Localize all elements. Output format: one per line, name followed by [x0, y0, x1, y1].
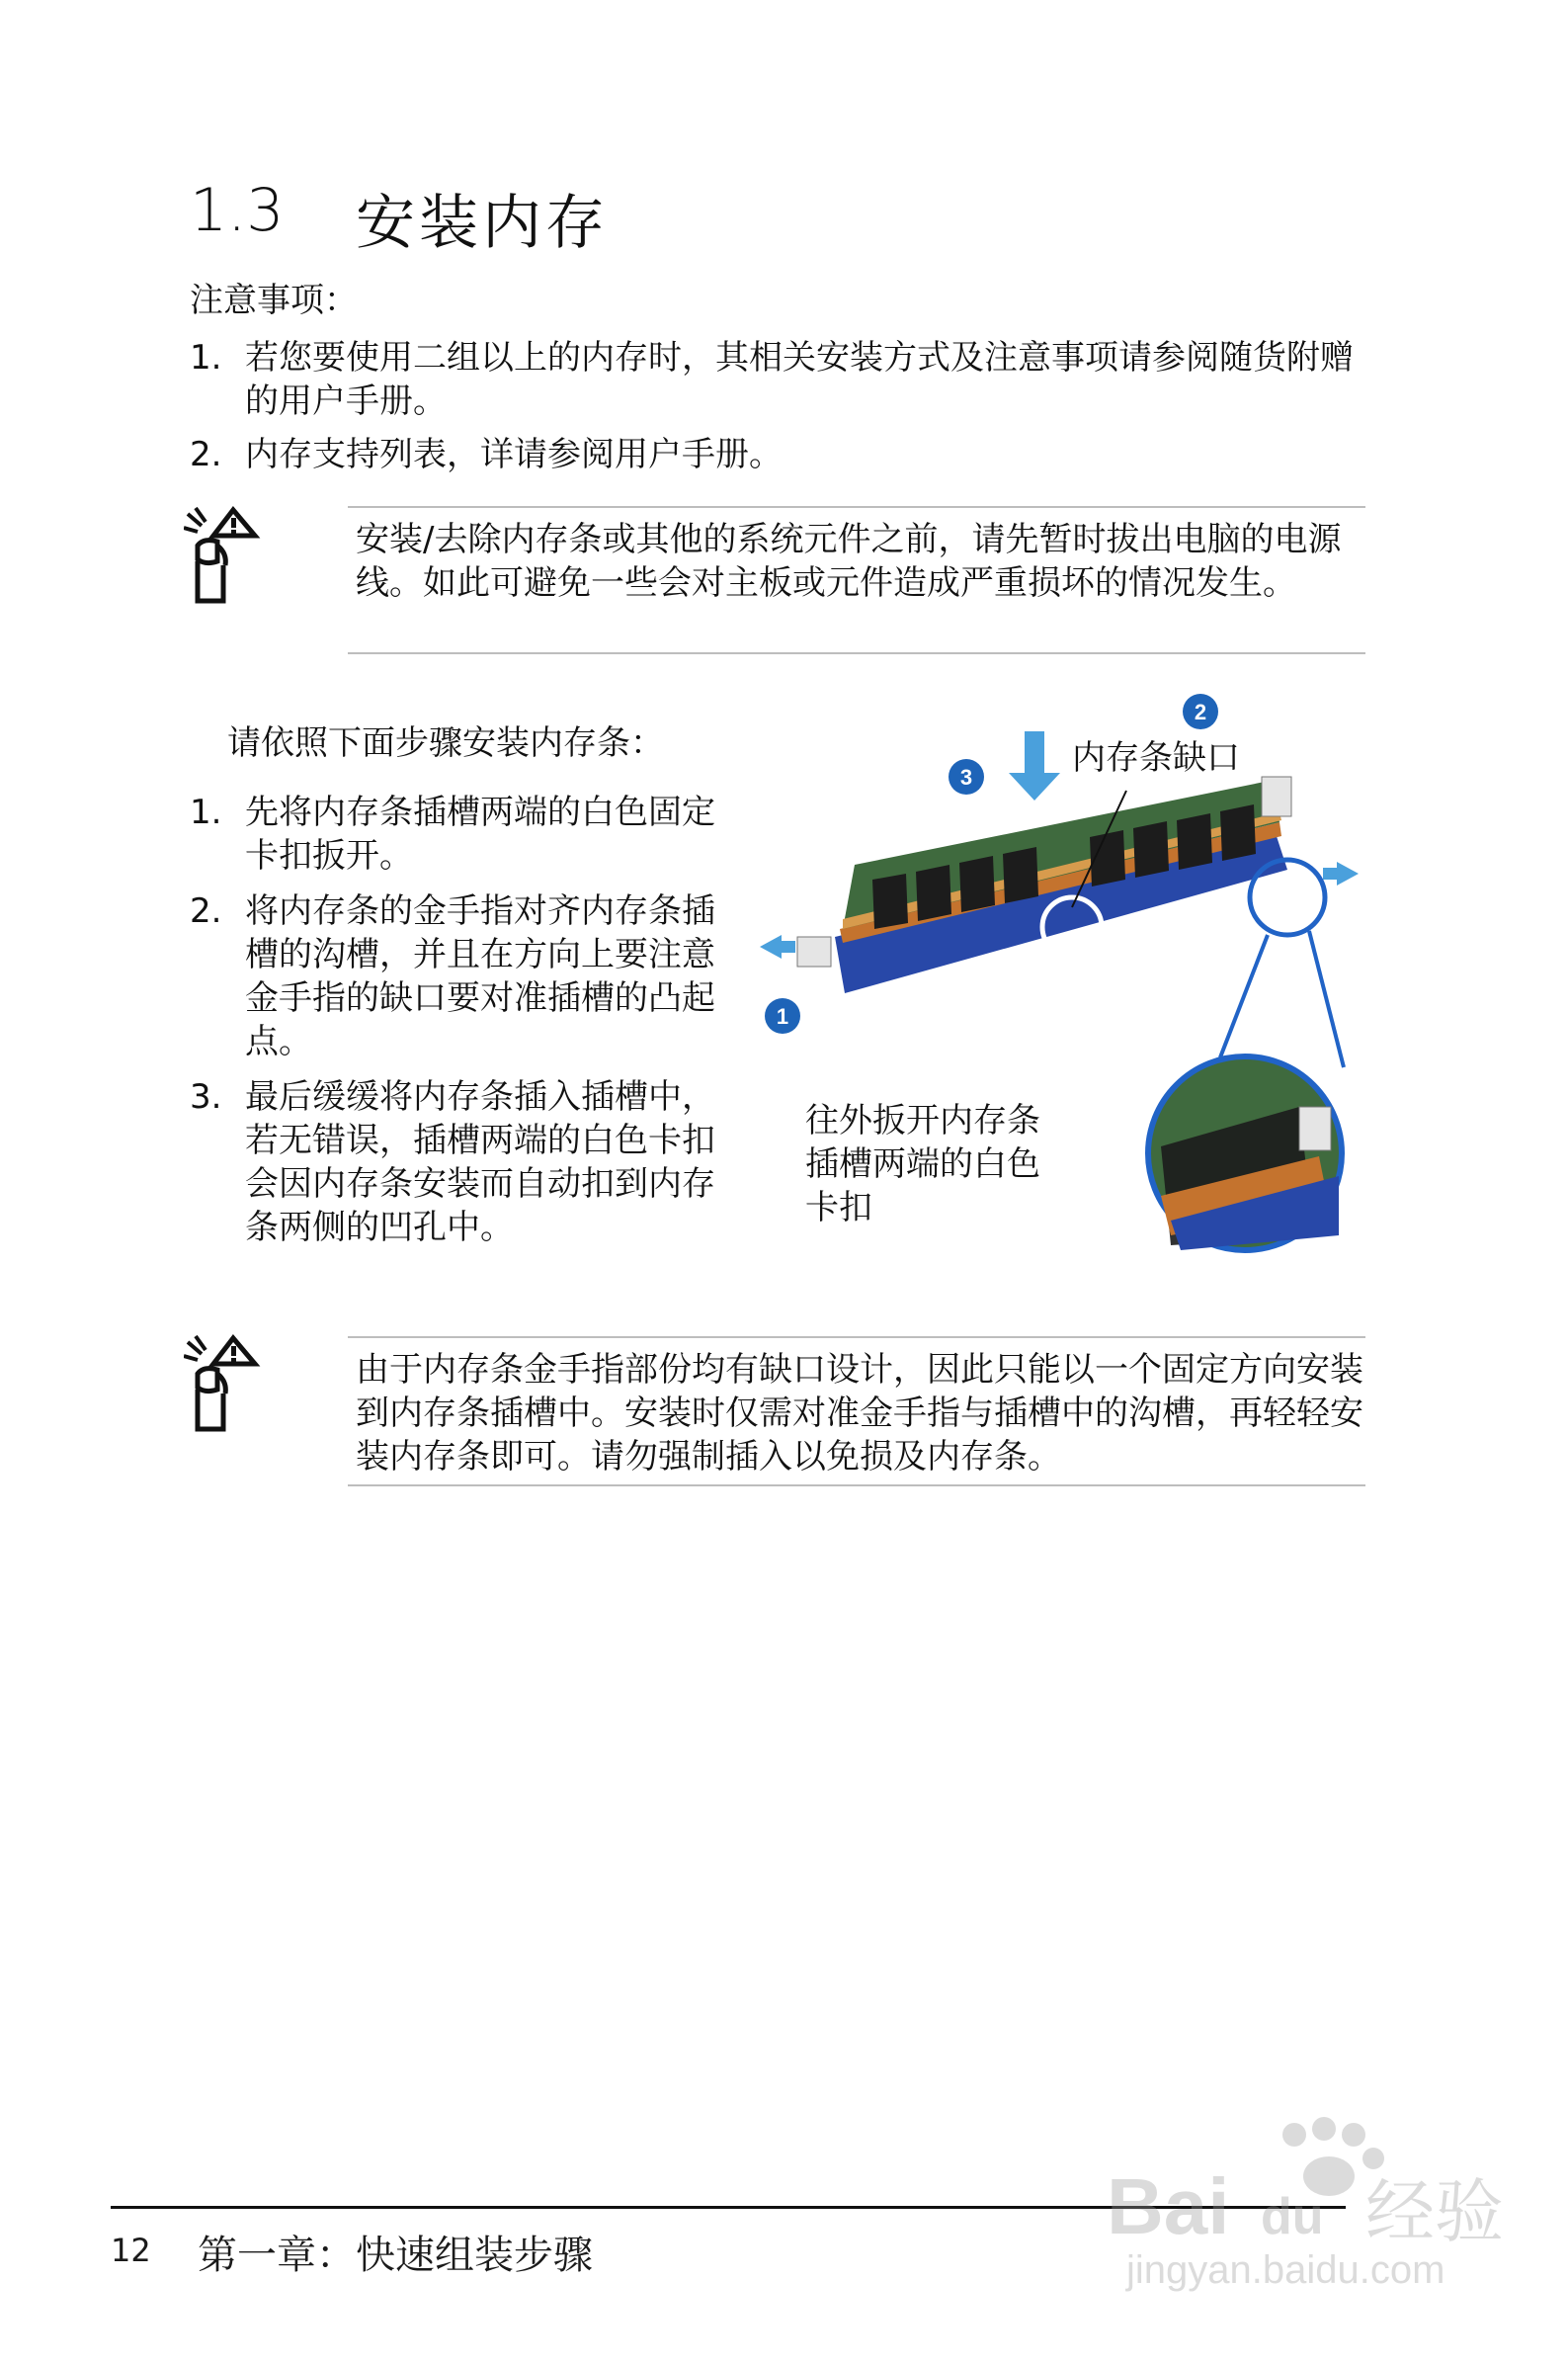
section-title: 安装内存 — [356, 189, 609, 258]
svg-text:1: 1 — [776, 1004, 789, 1029]
caution-icon — [184, 1334, 279, 1433]
svg-text:Bai: Bai — [1107, 2162, 1230, 2250]
marker-3 — [949, 759, 984, 795]
left-clip — [797, 937, 831, 967]
notes-list — [190, 336, 1375, 486]
arrow-right-icon — [1323, 862, 1359, 886]
list-item: 1. 若您要使用二组以上的内存时，其相关安装方式及注意事项请参阅随货附赠的用户手册。 — [190, 338, 1354, 421]
list-item: 3. 最后缓缓将内存条插入插槽中，若无错误，插槽两端的白色卡扣会因内存条安装而自动扣到内存条两侧的凹孔中。 — [190, 1077, 715, 1247]
right-clip — [1262, 777, 1291, 816]
clip-highlight — [1250, 860, 1325, 935]
chapter-title: 第一章：快速组装步骤 — [198, 2233, 593, 2278]
svg-text:经验: 经验 — [1365, 2171, 1504, 2252]
svg-text:2: 2 — [1194, 700, 1207, 724]
svg-text:du: du — [1261, 2188, 1324, 2245]
section-number: 1.3 — [190, 176, 285, 245]
warning-note — [348, 506, 1365, 654]
notes-title: 注意事项： — [190, 281, 358, 320]
warning-note — [348, 1336, 1365, 1486]
clip-callout: 往外扳开内存条 插槽两端的白色 卡扣 — [805, 1101, 1040, 1227]
baidu-watermark — [1107, 2115, 1541, 2293]
arrow-left-icon — [760, 935, 795, 959]
list-item: 2. 将内存条的金手指对齐内存条插槽的沟槽，并且在方向上要注意金手指的缺口要对准插槽的凸起点。 — [190, 891, 715, 1061]
memory-install-figure — [746, 682, 1373, 1265]
page-number: 12 — [111, 2232, 151, 2269]
svg-text:jingyan.baidu.com: jingyan.baidu.com — [1126, 2248, 1445, 2292]
svg-text:3: 3 — [959, 765, 973, 790]
caution-icon — [184, 506, 279, 605]
warning-text: 由于内存条金手指部份均有缺口设计，因此只能以一个固定方向安装到内存条插槽中。安装时仅需对准金手指与插槽中的沟槽，再轻轻安装内存条即可。请勿强制插入以免损及内存条。 — [356, 1350, 1363, 1477]
list-item: 2. 内存支持列表，详请参阅用户手册。 — [190, 435, 783, 474]
notch-callout: 内存条缺口 — [1072, 738, 1240, 778]
arrow-down-icon — [1009, 731, 1060, 801]
list-item: 1. 先将内存条插槽两端的白色固定卡扣扳开。 — [190, 793, 715, 876]
steps-list — [190, 791, 723, 1261]
marker-1 — [765, 998, 800, 1034]
marker-2 — [1183, 694, 1218, 729]
steps-intro: 请依照下面步骤安装内存条： — [227, 723, 664, 763]
warning-text: 安装/去除内存条或其他的系统元件之前，请先暂时拔出电脑的电源线。如此可避免一些会对主板或元件造成严重损坏的情况发生。 — [356, 520, 1342, 603]
